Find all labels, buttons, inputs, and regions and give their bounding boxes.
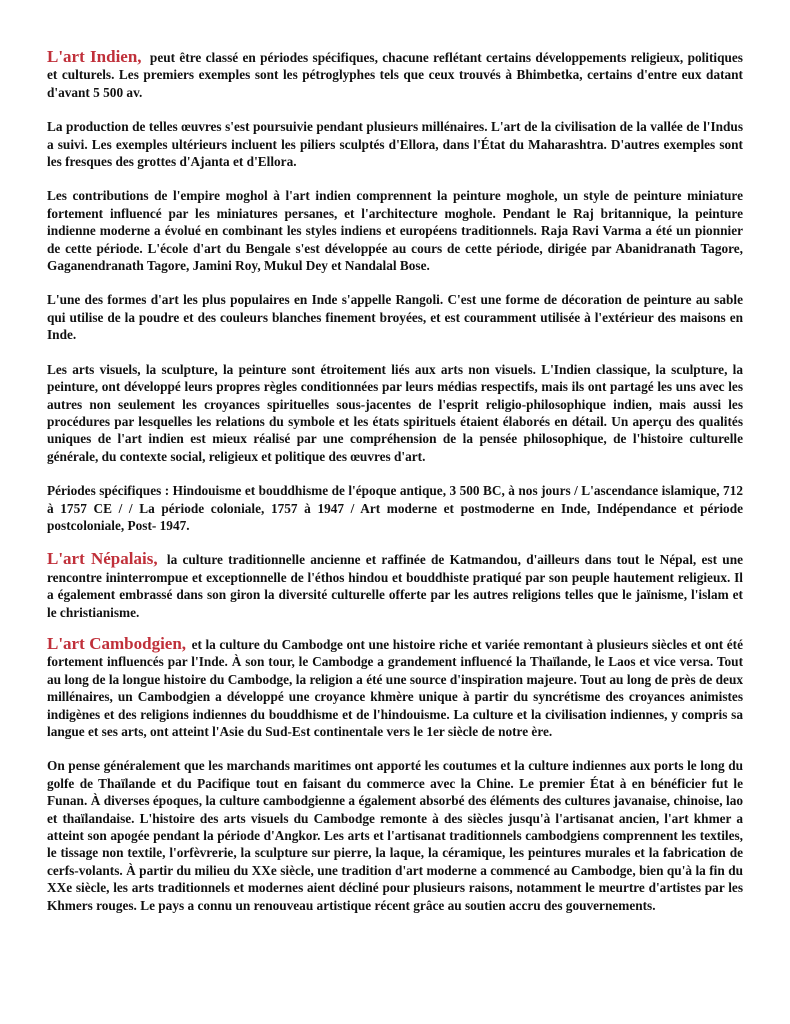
nepal-text: la culture traditionnelle ancienne et raffinée de Katmandou, d'ailleurs dans tout le Népal, est une rencontre ininterrompue et exceptionnelle de l'éthos hindou et bouddhiste pratiqué par son peuple hautement religieux. Il a également embrassé dans son giron la diversité culturelle offerte par les autres religions telles que le jaïnisme, l'islam et le christianisme.	[47, 552, 744, 620]
cambodia-heading: L'art Cambodgien,	[47, 633, 187, 653]
cambodia-paragraph-2: On pense généralement que les marchands maritimes ont apporté les coutumes et la culture indiennes aux ports le long du golfe de Thaïlande et du Pacifique tout en faisant du commerce avec la Chine. Le premier État à en bénéficier fut le Funan. À diverses époques, la culture cambodgienne a également absorbé des éléments des cultures javanaise, chinoise, lao et thaïlandaise. L'histoire des arts visuels du Cambodge remonte à des siècles jusqu'à l'artisanat ancien, l'art khmer a atteint son apogée pendant la période d'Angkor. Les arts et l'artisanat traditionnels cambodgiens comprennent les textiles, le tissage non textile, l'orfèvrerie, la sculpture sur pierre, la laque, la céramique, les peintures murales et la fabrication de cerfs-volants. À partir du milieu du XXe siècle, une tradition d'art moderne a commencé au Cambodge, bien qu'à la fin du XXe siècle, les arts traditionnels et modernes aient décliné pour plusieurs raisons, notamment le meurtre d'artistes par les Khmers rouges. Le pays a connu un renouveau artistique récent grâce au soutien accru des gouvernements.	[47, 758, 743, 913]
india-intro-paragraph	[47, 48, 743, 101]
india-paragraph-3: L'une des formes d'art les plus populaires en Inde s'appelle Rangoli. C'est une forme de décoration de peinture au sable qui utilise de la poudre et des couleurs blanches finement broyées, et est couramment utilisée à l'extérieur des maisons en Inde.	[47, 292, 743, 343]
cambodia-text: et la culture du Cambodge ont une histoire riche et variée remontant à plusieurs siècles et ont été fortement influencés par l'Inde. À son tour, le Cambodge a grandement influencé la Thaïlande, le Laos et vice versa. Tout au long de la longue histoire du Cambodge, la religion a été une source d'inspiration majeure. Tout au long de près de deux millénaires, un Cambodgien a développé une croyance khmère unique à partir du syncrétisme des croyances animistes indigènes et des religions indiennes du bouddhisme et de l'hindouisme. La culture et la civilisation indiennes, y compris sa langue et ses arts, ont atteint l'Asie du Sud-Est continentale vers le 1er siècle de notre ère.	[47, 636, 743, 739]
india-paragraph-1: La production de telles œuvres s'est poursuivie pendant plusieurs millénaires. L'art de la civilisation de la vallée de l'Indus a suivi. Les exemples ultérieurs incluent les piliers sculptés d'Ellora, dans l'État du Maharashtra. D'autres exemples sont les fresques des grottes d'Ajanta et d'Ellora.	[47, 119, 743, 170]
india-periods-paragraph: Périodes spécifiques : Hindouisme et bouddhisme de l'époque antique, 3 500 BC, à nos jours / L'ascendance islamique, 712 à 1757 CE / / La période coloniale, 1757 à 1947 / Art moderne et postmoderne en Inde, Indépendance et période postcoloniale, Post- 1947.	[47, 483, 743, 533]
nepal-paragraph	[47, 550, 743, 621]
cambodia-paragraph-1	[47, 635, 743, 740]
document-page	[47, 48, 743, 931]
india-paragraph-4: Les arts visuels, la sculpture, la peinture sont étroitement liés aux arts non visuels. L'Indien classique, la sculpture, la peinture, ont développé leurs propres règles conditionnées par leurs médias respectifs, mais ils ont partagé les uns avec les autres non seulement les croyances spirituelles sous-jacentes de l'esprit religio-philosophique indien, mais aussi les procédures par lesquelles les relations du symbole et les états spirituels étaient élaborés en détail. Un aperçu des qualités uniques de l'art indien est mieux réalisé par une compréhension de la pensée philosophique, de l'histoire culturelle générale, du contexte social, religieux et politique des œuvres d'art.	[47, 361, 743, 464]
india-intro-text: peut être classé en périodes spécifiques, chacune reflétant certains développements religieux, politiques et culturels. Les premiers exemples sont les pétroglyphes tels que ceux trouvés à Bhimbetka, certains d'entre eux datant d'avant 5 500 av.	[47, 50, 743, 100]
india-paragraph-2: Les contributions de l'empire moghol à l'art indien comprennent la peinture moghole, un style de peinture miniature fortement influencé par les miniatures persanes, et l'architecture moghole. Pendant le Raj britannique, la peinture indienne moderne a évolué en combinant les styles indiens et européens traditionnels. Raja Ravi Varma a été un pionnier de cette période. L'école d'art du Bengale s'est développée au cours de cette période, dirigée par Abanidranath Tagore, Gaganendranath Tagore, Jamini Roy, Mukul Dey et Nandalal Bose.	[47, 188, 743, 274]
nepal-heading: L'art Népalais,	[47, 549, 158, 569]
india-heading: L'art Indien,	[47, 47, 142, 66]
